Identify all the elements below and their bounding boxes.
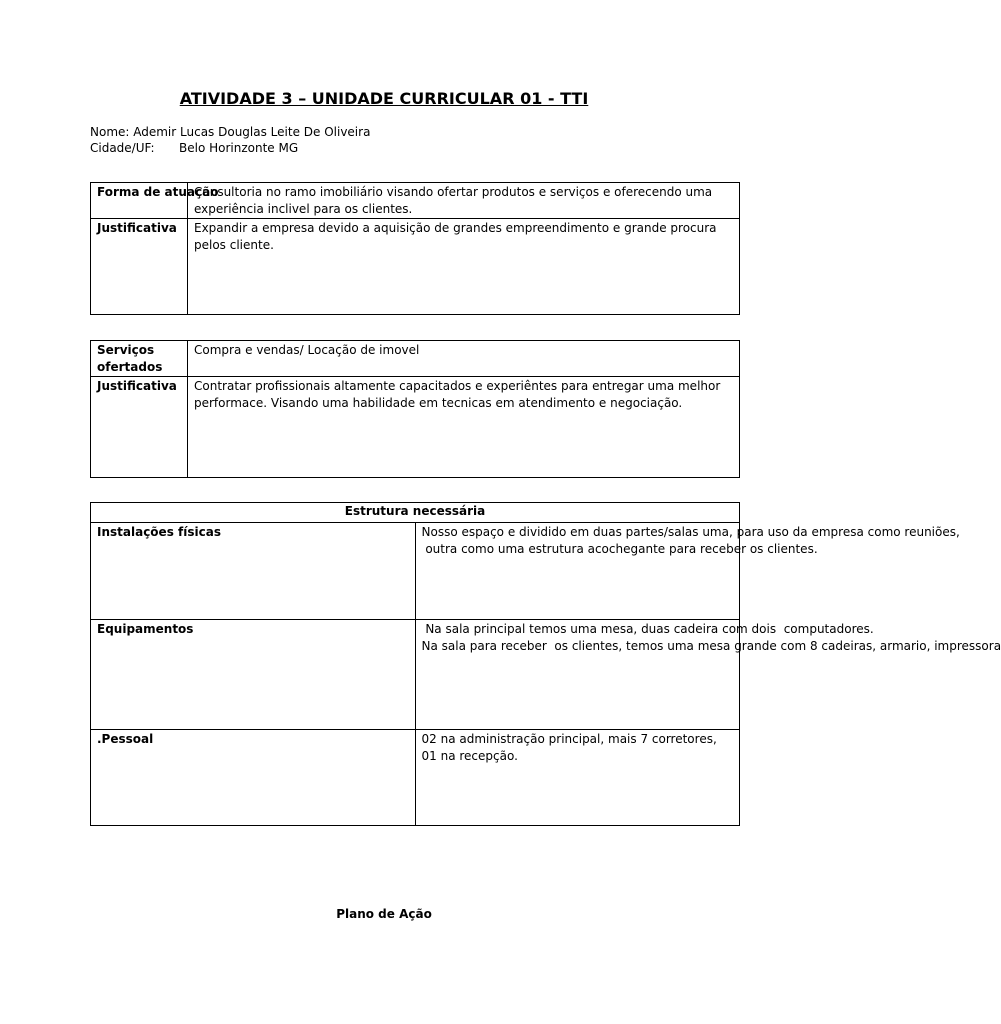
instalacoes-text	[415, 523, 960, 620]
instalacoes-line-1: Nosso espaço e dividido em duas partes/salas uma, para uso da empresa como reuniões,	[421, 525, 960, 539]
estrutura-table	[90, 502, 1001, 826]
cidade-label: Cidade/UF:	[90, 141, 155, 155]
servicos-text: Compra e vendas/ Locação de imovel	[188, 341, 740, 377]
equipamentos-line-2: Na sala para receber os clientes, temos uma mesa grande com 8 cadeiras, armario, impressora	[421, 639, 1001, 653]
estrutura-header: Estrutura necessária	[91, 503, 740, 523]
justificativa-label: Justificativa	[91, 377, 188, 478]
table-row	[91, 183, 740, 219]
servicos-label: Serviços ofertados	[91, 341, 188, 377]
forma-atuacao-label: Forma de atuação	[91, 183, 188, 219]
justificativa-label: Justificativa	[91, 219, 188, 315]
forma-atuacao-text: Consultoria no ramo imobiliário visando ofertar produtos e serviços e oferecendo uma experiência inclivel para os clientes.	[188, 183, 740, 219]
cidade-line	[90, 140, 298, 156]
document-title: ATIVIDADE 3 – UNIDADE CURRICULAR 01 - TTI	[179, 89, 589, 108]
servicos-table	[90, 340, 740, 478]
pessoal-label: .Pessoal	[91, 730, 416, 826]
table-row	[91, 620, 740, 730]
instalacoes-label: Instalações físicas	[91, 523, 416, 620]
nome-line: Nome: Ademir Lucas Douglas Leite De Oliveira	[90, 125, 371, 139]
equipamentos-label: Equipamentos	[91, 620, 416, 730]
table-row	[91, 219, 740, 315]
table-row	[91, 503, 740, 523]
table-row	[91, 377, 740, 478]
cidade-value: Belo Horinzonte MG	[179, 141, 299, 155]
pessoal-text: 02 na administração principal, mais 7 corretores, 01 na recepção.	[415, 730, 740, 826]
justificativa-text: Expandir a empresa devido a aquisição de grandes empreendimento e grande procura pelos cliente.	[188, 219, 740, 315]
equipamentos-text	[415, 620, 1001, 730]
plano-de-acao-heading: Plano de Ação	[336, 907, 432, 921]
table-row	[91, 730, 740, 826]
forma-atuacao-table	[90, 182, 740, 315]
justificativa-text: Contratar profissionais altamente capacitados e experiêntes para entregar uma melhor performace. Visando uma habilidade em tecnicas em atendimento e negociação.	[188, 377, 740, 478]
table-row	[91, 341, 740, 377]
instalacoes-line-2: outra como uma estrutura acochegante para receber os clientes.	[421, 542, 818, 556]
equipamentos-line-1: Na sala principal temos uma mesa, duas cadeira com dois computadores.	[421, 622, 874, 636]
table-row	[91, 523, 740, 620]
